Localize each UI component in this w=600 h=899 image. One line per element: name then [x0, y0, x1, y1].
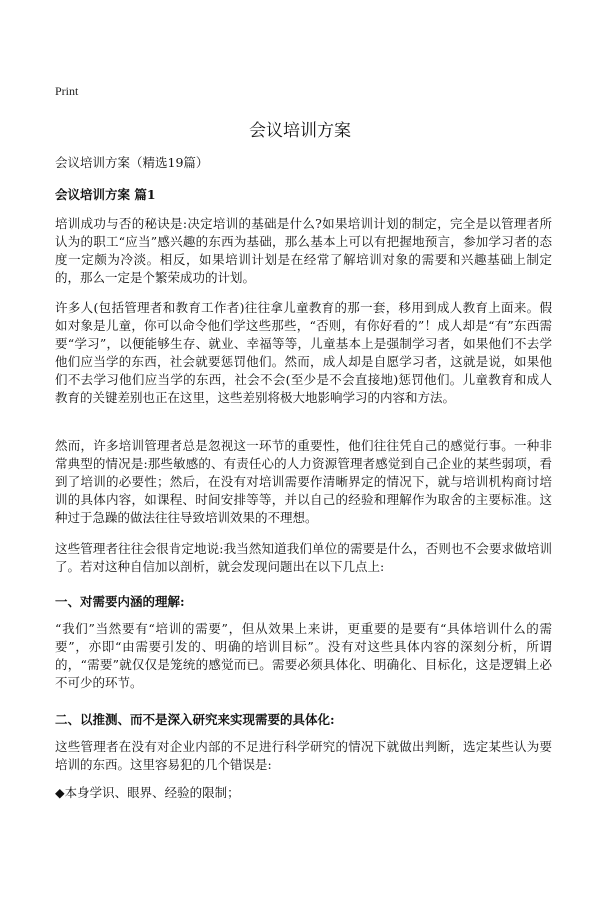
paragraph-5: “我们”当然要有“培训的需要”，但从效果上来讲，更重要的是要有“具体培训什么的需要”，亦即“由需要引发的、明确的培训目标”。没有对这些具体内容的深刻分析，所谓的，“需要”就仅仅是笼统的感觉而已。需要必须具体化、明确化、目标化，这是逻辑上必不可少的环节。: [55, 621, 552, 690]
paragraph-1: 培训成功与否的秘诀是:决定培训的基础是什么?如果培训计划的制定，完全是以管理者所认为的职工“应当”感兴趣的东西为基础，那么基本上可以有把握地预言，参加学习者的态度一定颇为冷淡。相反，如果培训计划是在经常了解培训对象的需要和兴趣基础上制定的，那么一定是个繁荣成功的计划。: [55, 216, 552, 285]
document-subtitle: 会议培训方案（精选19篇）: [55, 155, 209, 170]
paragraph-2: 许多人(包括管理者和教育工作者)往往拿儿童教育的那一套，移用到成人教育上面来。假如对象是儿童，你可以命令他们学这些那些，“否则，有你好看的”！成人却是“有”东西需要“学习”，以便能够生存、就业、幸福等等，儿童基本上是强制学习者，如果他们不去学他们应当学的东西，社会就要惩罚他们。然而，成人却是自愿学习者，这就是说，如果他们不去学习他们应当学的东西，社会不会(至少是不会直接地)惩罚他们。儿童教育和成人教育的关键差别也正在这里，这些差别将极大地影响学习的内容和方法。: [55, 300, 552, 405]
paragraph-3: 然而，许多培训管理者总是忽视这一环节的重要性，他们往往凭自己的感觉行事。一种非常典型的情况是:那些敏感的、有责任心的人力资源管理者感觉到自己企业的某些弱项，看到了培训的必要性；然后，在没有对培训需要作清晰界定的情况下，就与培训机构商讨培训的具体内容，如课程、时间安排等等，并以自己的经验和理解作为取舍的主要标准。这种过于急躁的做法往往导致培训效果的不理想。: [55, 438, 552, 525]
print-link[interactable]: Print: [55, 84, 79, 98]
paragraph-6: 这些管理者在没有对企业内部的不足进行科学研究的情况下就做出判断，选定某些认为要培训的东西。这里容易犯的几个错误是:: [55, 739, 552, 772]
section-heading-1: 会议培训方案 篇1: [55, 187, 156, 202]
page-title: 会议培训方案: [249, 121, 351, 141]
paragraph-4: 这些管理者往往会很肯定地说:我当然知道我们单位的需要是什么，否则也不会要求做培训了。若对这种自信加以剖析，就会发现问题出在以下几点上:: [55, 541, 552, 574]
bullet-item: ◆本身学识、眼界、经验的限制；: [55, 785, 240, 800]
subsection-heading-2: 二、以推测、而不是深入研究来实现需要的具体化:: [55, 712, 335, 727]
subsection-heading-1: 一、对需要内涵的理解:: [55, 594, 185, 609]
